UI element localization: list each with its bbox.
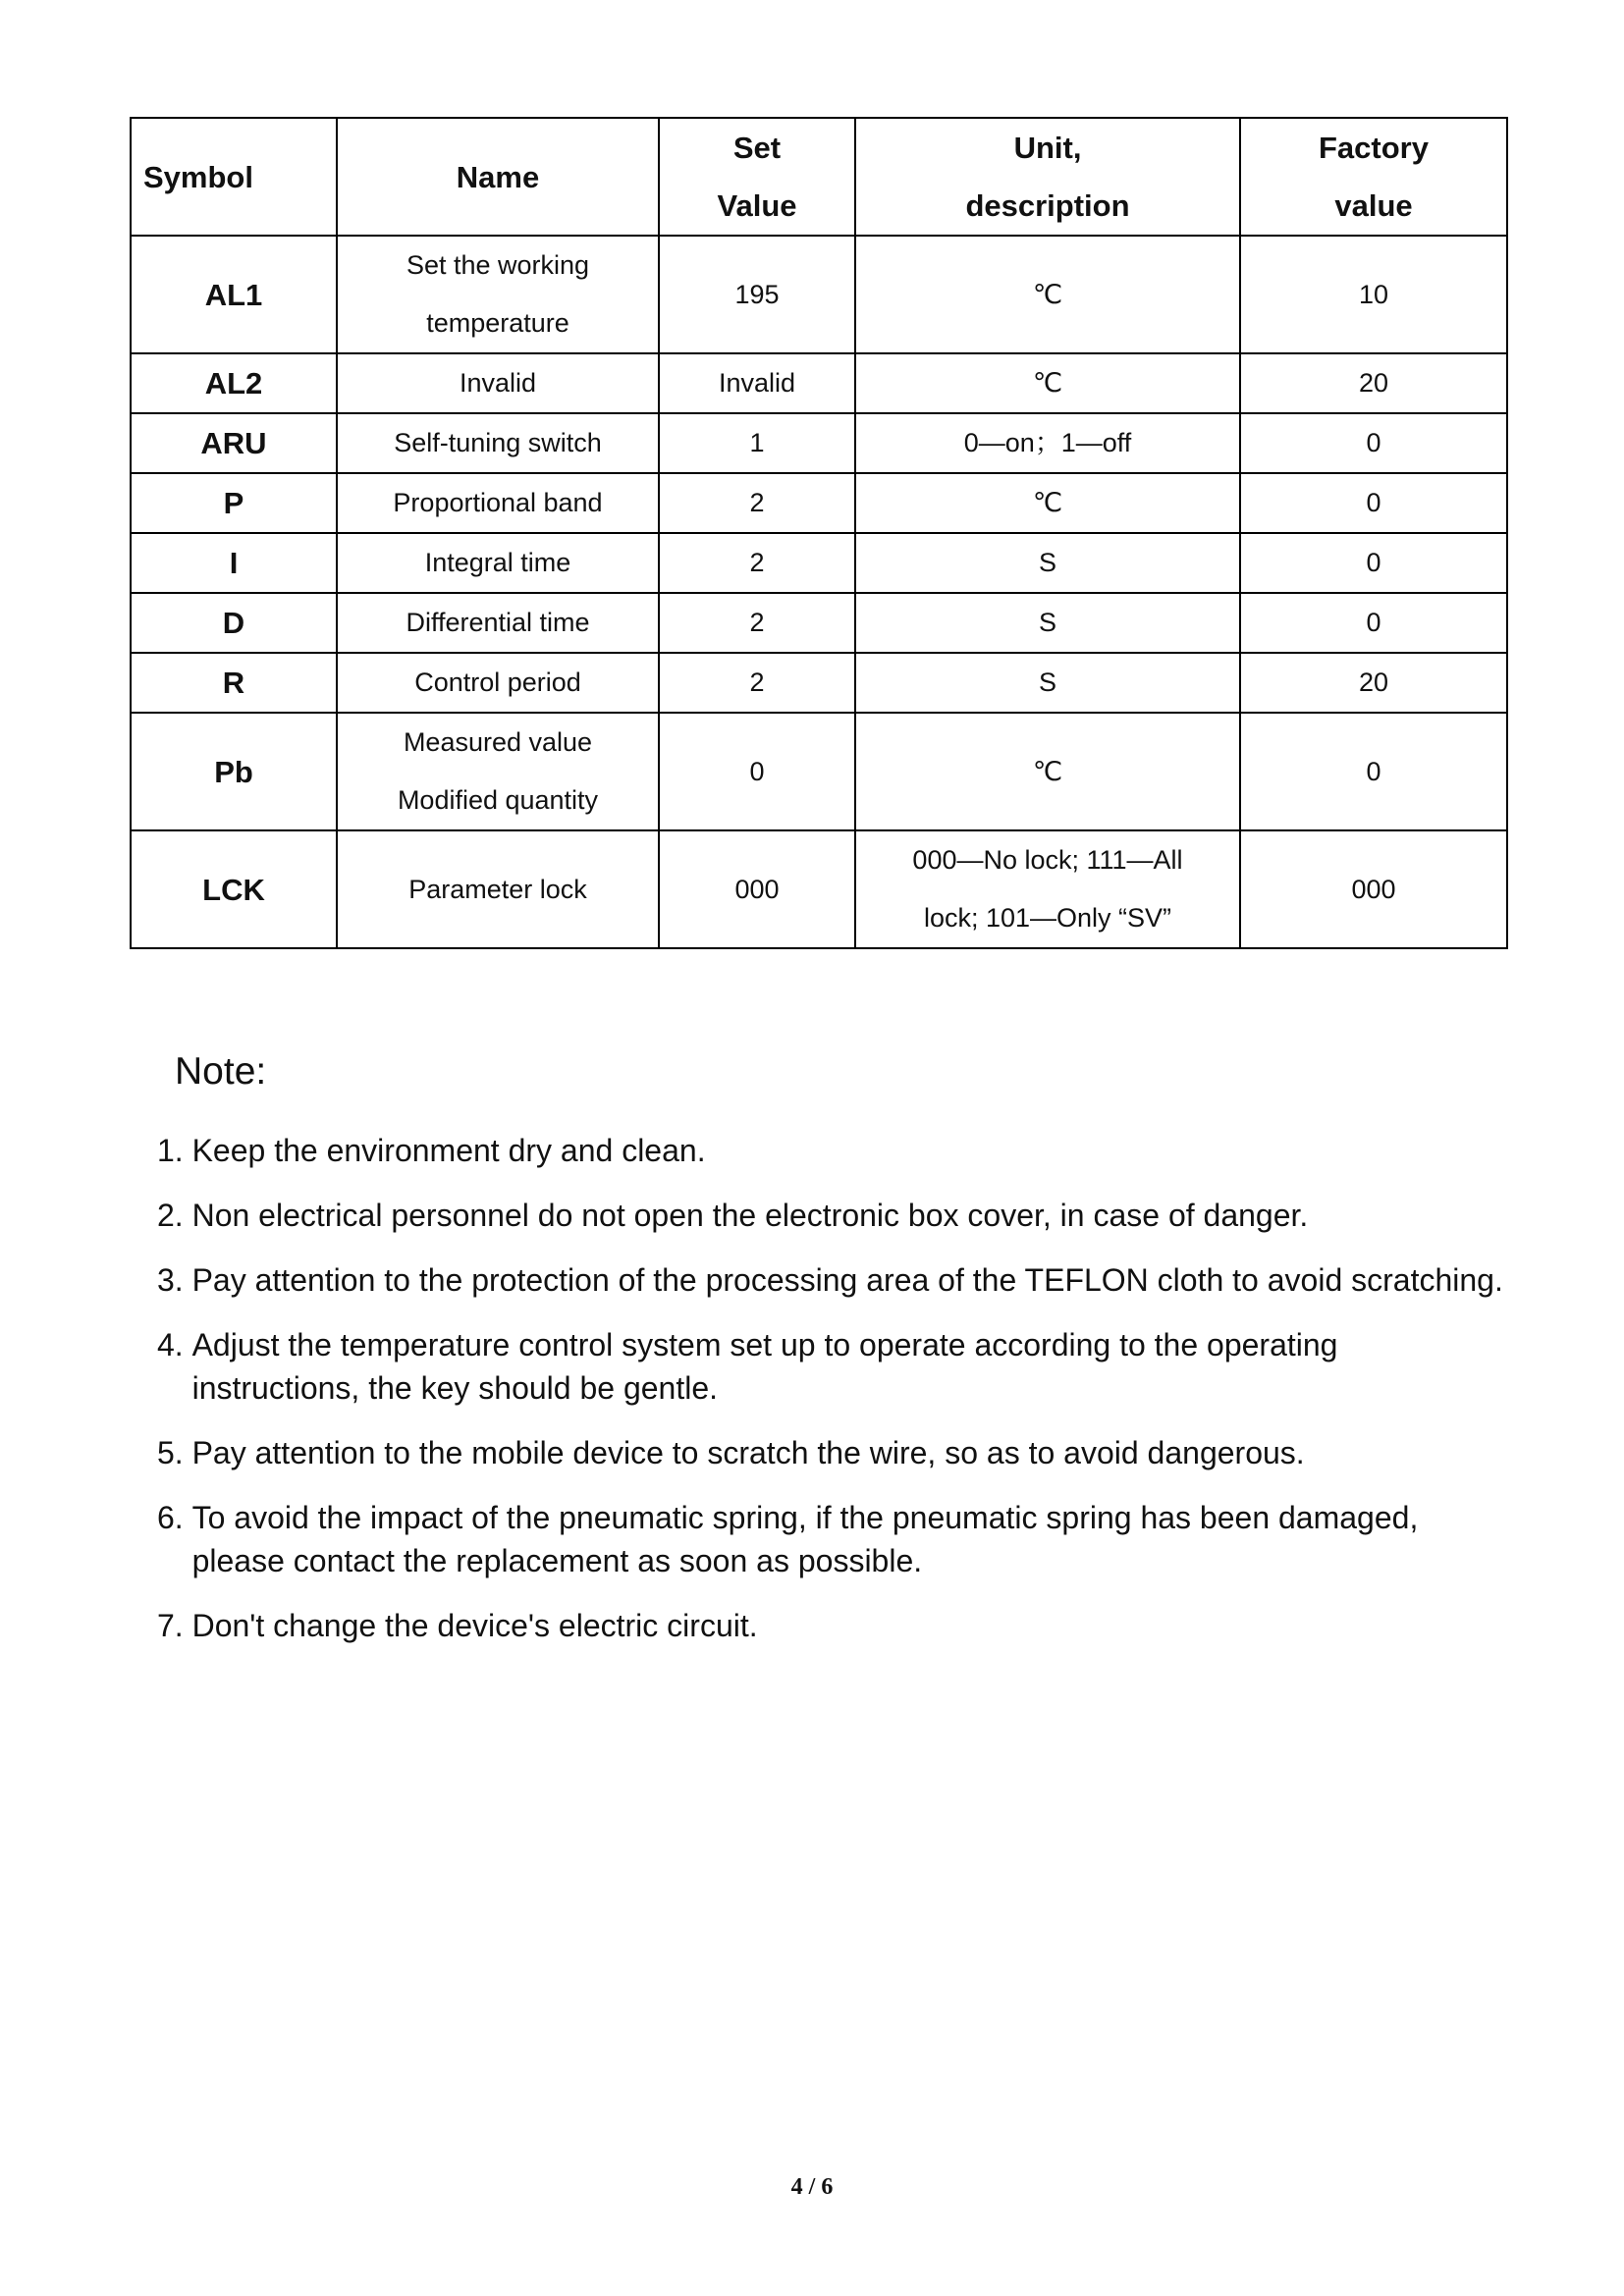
cell-set-value: Invalid (659, 353, 855, 413)
cell-set-value: 1 (659, 413, 855, 473)
parameter-table (130, 117, 1508, 949)
cell-symbol: I (131, 533, 337, 593)
note-item: 3. Pay attention to the protection of the processing area of the TEFLON cloth to avoid scratching. (157, 1262, 1503, 1298)
cell-symbol: AL2 (131, 353, 337, 413)
cell-symbol: R (131, 653, 337, 713)
table-header-row (131, 118, 1507, 236)
cell-name: Integral time (337, 533, 659, 593)
cell-set-value: 2 (659, 653, 855, 713)
header-symbol: Symbol (131, 118, 337, 236)
cell-factory-value: 000 (1240, 830, 1507, 948)
cell-factory-value: 0 (1240, 413, 1507, 473)
cell-unit: S (855, 533, 1240, 593)
cell-factory-value: 0 (1240, 593, 1507, 653)
cell-set-value: 2 (659, 593, 855, 653)
table-row-al1 (131, 236, 1507, 353)
cell-unit: 0—on；1—off (855, 413, 1240, 473)
cell-symbol: P (131, 473, 337, 533)
cell-name: Parameter lock (337, 830, 659, 948)
note-list (157, 1129, 1512, 1669)
cell-unit: S (855, 593, 1240, 653)
cell-unit: ℃ (855, 713, 1240, 830)
table-row-al2 (131, 353, 1507, 413)
cell-set-value: 2 (659, 533, 855, 593)
cell-name: Measured value Modified quantity (337, 713, 659, 830)
table-row-aru (131, 413, 1507, 473)
cell-factory-value: 0 (1240, 713, 1507, 830)
cell-name: Self-tuning switch (337, 413, 659, 473)
cell-name: Set the working temperature (337, 236, 659, 353)
cell-factory-value: 0 (1240, 533, 1507, 593)
header-name: Name (337, 118, 659, 236)
cell-unit: ℃ (855, 353, 1240, 413)
note-item: 2. Non electrical personnel do not open the electronic box cover, in case of danger. (157, 1198, 1309, 1233)
cell-set-value: 195 (659, 236, 855, 353)
cell-symbol: LCK (131, 830, 337, 948)
cell-symbol: Pb (131, 713, 337, 830)
header-set-value: Set Value (659, 118, 855, 236)
cell-unit: ℃ (855, 473, 1240, 533)
cell-unit: ℃ (855, 236, 1240, 353)
note-item: 5. Pay attention to the mobile device to scratch the wire, so as to avoid dangerous. (157, 1435, 1305, 1470)
cell-factory-value: 20 (1240, 353, 1507, 413)
table-row-r (131, 653, 1507, 713)
table-row-pb (131, 713, 1507, 830)
note-heading: Note: (175, 1050, 267, 1093)
cell-factory-value: 10 (1240, 236, 1507, 353)
cell-unit: 000—No lock; 111—All lock; 101—Only “SV” (855, 830, 1240, 948)
table-row-lck (131, 830, 1507, 948)
cell-symbol: ARU (131, 413, 337, 473)
cell-name: Differential time (337, 593, 659, 653)
cell-name: Control period (337, 653, 659, 713)
note-item: 1. Keep the environment dry and clean. (157, 1133, 706, 1168)
note-item: 6. To avoid the impact of the pneumatic spring, if the pneumatic spring has been damaged, please contact the replacement as soon as possible. (157, 1500, 1419, 1578)
table-row-i (131, 533, 1507, 593)
cell-symbol: AL1 (131, 236, 337, 353)
cell-factory-value: 20 (1240, 653, 1507, 713)
cell-name: Proportional band (337, 473, 659, 533)
cell-set-value: 000 (659, 830, 855, 948)
header-unit-description: Unit, description (855, 118, 1240, 236)
table-row-p (131, 473, 1507, 533)
cell-name: Invalid (337, 353, 659, 413)
cell-factory-value: 0 (1240, 473, 1507, 533)
note-item: 7. Don't change the device's electric circuit. (157, 1608, 758, 1643)
header-factory-value: Factory value (1240, 118, 1507, 236)
cell-set-value: 2 (659, 473, 855, 533)
page-number: 4 / 6 (790, 2174, 834, 2200)
cell-set-value: 0 (659, 713, 855, 830)
cell-unit: S (855, 653, 1240, 713)
cell-symbol: D (131, 593, 337, 653)
note-item: 4. Adjust the temperature control system set up to operate according to the operating instructions, the key should be gentle. (157, 1327, 1338, 1406)
table-row-d (131, 593, 1507, 653)
